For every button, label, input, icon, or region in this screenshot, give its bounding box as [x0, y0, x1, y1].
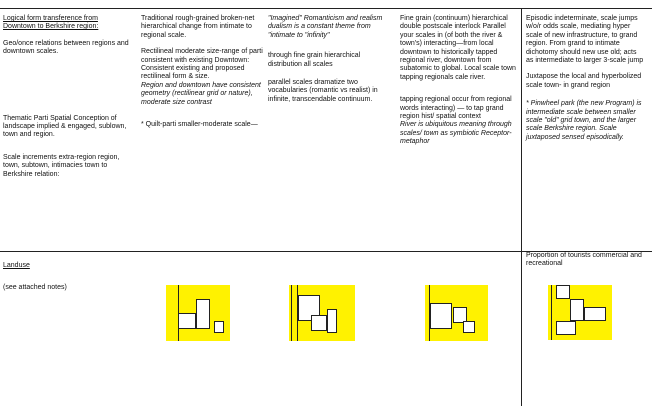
- column-5-text: Juxtapose the local and hyperbolized scale town- in grand region: [526, 73, 642, 89]
- diagram-line: [291, 285, 292, 341]
- column-4-text: tapping regional occur from regional words interacting) — to tap grand region hist/ spatial context: [400, 96, 512, 121]
- landuse-diagram-2: [289, 285, 355, 341]
- column-3-text: "Imagined" Romanticism and realism dualism is a constant theme from "intimate to "infinity": [268, 15, 383, 39]
- column-2-text: Rectilineal moderate size-range of parti consistent with existing Downtown: Consistent existing and proposed rectilineal form & size.: [141, 48, 263, 81]
- top-rule: [0, 8, 652, 9]
- notes-label: (see attached notes): [3, 284, 67, 291]
- landuse-diagram-4: [548, 285, 612, 340]
- column-2: [141, 15, 265, 137]
- diagram-block: [196, 299, 210, 329]
- diagram-block: [556, 285, 570, 299]
- diagram-block: [214, 321, 224, 333]
- column-2-text: Traditional rough-grained broken-net hierarchical change from intimate to regional scale.: [141, 15, 255, 39]
- landuse-label: Landuse: [3, 262, 30, 269]
- diagram-block: [556, 321, 576, 335]
- column-5-text: Episodic indeterminate, scale jumps w/o/r odds scale, mediating hyper scale of new infrastructure, to grand region. From grand to intimate dichotomy should new use old; acts as intermediate to larger 3-scale jump: [526, 15, 644, 65]
- column-4: [400, 15, 516, 155]
- column-5-text: * Pinwheel park (the new Program) is intermediate scale between smaller scale "old" grid town, and the larger scale Berkshire region. Scale juxtaposed sensed episodically.: [526, 100, 642, 141]
- column-4-text: River is ubiquitous meaning through scales/ town as symbiotic Receptor-metaphor: [400, 121, 512, 146]
- column-1-text: Geo/once relations between regions and downtown scales.: [3, 39, 129, 56]
- column-divider: [521, 8, 522, 406]
- column-1-text: Scale increments extra-region region, town, subtown, intimacies town to Berkshire relation:: [3, 153, 120, 178]
- diagram-block: [327, 309, 337, 333]
- column-1-heading: Logical form transference from Downtown to Berkshire region:: [3, 15, 99, 31]
- diagram-block: [463, 321, 475, 333]
- column-3-text: parallel scales dramatize two vocabularies (romantic vs realist) in infinite, transcendable continuum.: [268, 79, 378, 103]
- column-1: [3, 15, 131, 187]
- diagram-line: [551, 285, 552, 340]
- proportion-text: Proportion of tourists commercial and recreational: [526, 252, 642, 268]
- column-1-text: Thematic Parti Spatial Conception of landscape implied & engaged, sublown, town and region.: [3, 114, 127, 139]
- landuse-diagram-1: [166, 285, 230, 341]
- diagram-block: [570, 299, 584, 321]
- column-5: [526, 15, 644, 150]
- diagram-block: [584, 307, 606, 321]
- diagram-block: [430, 303, 452, 329]
- column-4-text: Fine grain (continuum) hierarchical double postscale interlock Parallel your scales in (of both the river & town's) interacting—from local downtown to historically tapped regional river, downtown from subatomic to global. Local scale town tapping regionals cale river.: [400, 15, 516, 81]
- column-2-text: * Quilt-parti smaller-moderate scale—: [141, 121, 258, 129]
- landuse-diagram-3: [425, 285, 488, 341]
- diagram-block: [178, 313, 196, 329]
- diagram-block: [311, 315, 327, 331]
- column-3: [268, 15, 386, 112]
- column-2-text: Region and downtown have consistent geometry (rectilinear grid or nature), moderate size contrast: [141, 81, 261, 106]
- column-3-text: through fine grain hierarchical distribution all scales: [268, 52, 361, 68]
